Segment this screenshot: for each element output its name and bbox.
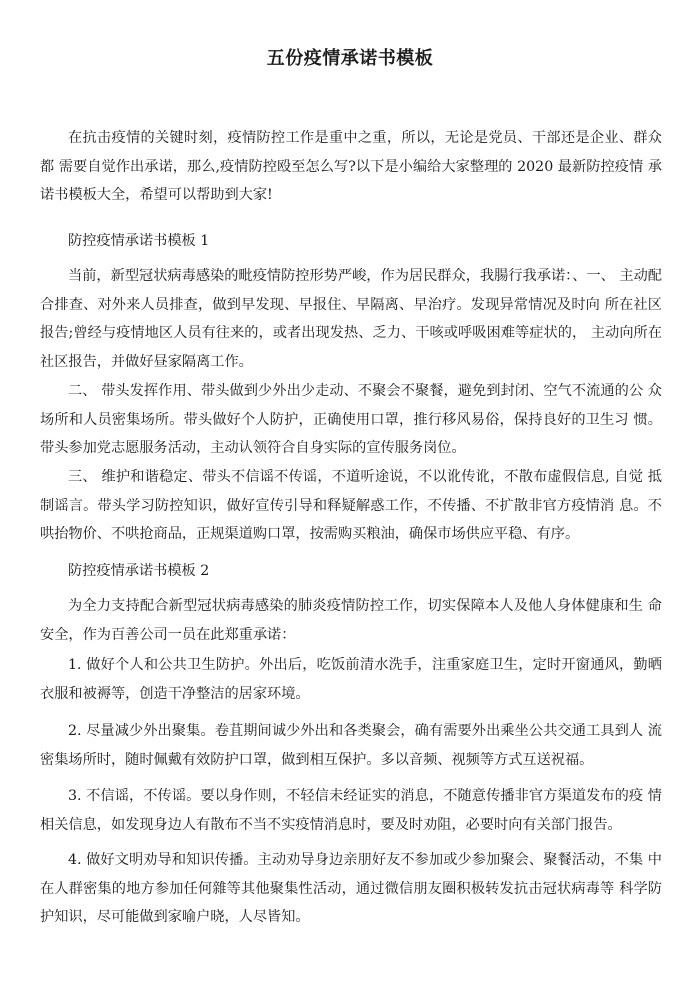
section-2-item-3: 3. 不信谣，不传谣。要以身作则，不轻信未经证实的消息，不随意传播非官方渠道发布的疫 情相关信息，如发现身边人有散布不当不实疫情消息时，要及时劝阻，必要时向有关部门报告。 (40, 788, 662, 833)
intro-paragraph: 在抗击疫情的关键时刻，疫情防控工作是重中之重，所以，无论是党员、干部还是企业、群众都 需要自觉作出承诺，那么,疫情防控殴至怎么写?以下是小编给大家整理的 2020 最新防控疫情 承诺书模板大全，希望可以帮助到大家! (40, 130, 662, 203)
section-1-paragraph-2: 二、 带头发挥作用、带头做到少外出少走动、不聚会不聚餐，避免到封闭、空气不流通的公 众场所和人员密集场所。带头做好个人防护，正确使用口罩，推行移风易俗，保持良好的卫生习 惯。带头参加党志愿服务活动，主动认领符合自身实际的宣传服务岗位。 (40, 383, 662, 456)
section-2-intro: 为全力支持配合新型冠状病毒感染的肺炎疫情防控工作，切实保障本人及他人身体健康和生 命安全，作为百善公司一员在此郑重承诺： (40, 598, 662, 643)
section-1-paragraph-3: 三、 维护和谐稳定、带头不信谣不传谣，不道听途说，不以讹传讹，不散布虚假信息, 自觉 抵制谣言。带头学习防控知识，做好宣传引导和释疑解惑工作，不传播、不扩散非官方疫情消 息。不哄抬物价、不哄抢商品，正规渠道购口罩，按需购买粮油，确保市场供应平稳、有序。 (40, 469, 662, 542)
section-2-heading: 防控疫情承诺书模板 2 (68, 563, 210, 579)
section-1-heading: 防控疫情承诺书模板 1 (68, 233, 210, 249)
document-title: 五份疫情承诺书模板 (266, 48, 434, 69)
section-2-item-4: 4. 做好文明劝导和知识传播。主动劝导身边亲朋好友不参加或少参加聚会、聚餐活动，不集 中在人群密集的地方参加任何雜等其他聚集性活动，通过微信朋友圈积极转发抗击冠状病毒等 科学防护知识，尽可能做到家喻户晓，人尽皆知。 (40, 852, 662, 925)
section-2-item-1: 1. 做好个人和公共卫生防护。外出后，吃饭前清水洗手，注重家庭卫生，定时开窗通风，勤晒衣服和被褥等，创造干净整洁的居家环境。 (40, 657, 662, 702)
section-1-paragraph-1: 当前，新型冠状病毒感染的毗疫情防控形势严峻，作为居民群众，我腸行我承诺：、一、 主动配合排查、对外来人员排查，做到早发现、早报住、早隔离、早治疗。发现异常情况及时向 所在社区报告;曾经与疫情地区人员有往来的，或者出现发热、乏力、干咳或呼吸困难等症状的， 主动向所在社区报告，并做好昼家隔离工作。 (40, 268, 662, 370)
section-2-item-2: 2. 尽量减少外出聚集。卷苴期间诚少外出和各类聚会，确有需要外出乘坐公共交通工具到人 流密集场所时，随时佩戴有效防护口罩，做到相互保护。多以音频、视频等方式互送祝福。 (40, 723, 662, 768)
